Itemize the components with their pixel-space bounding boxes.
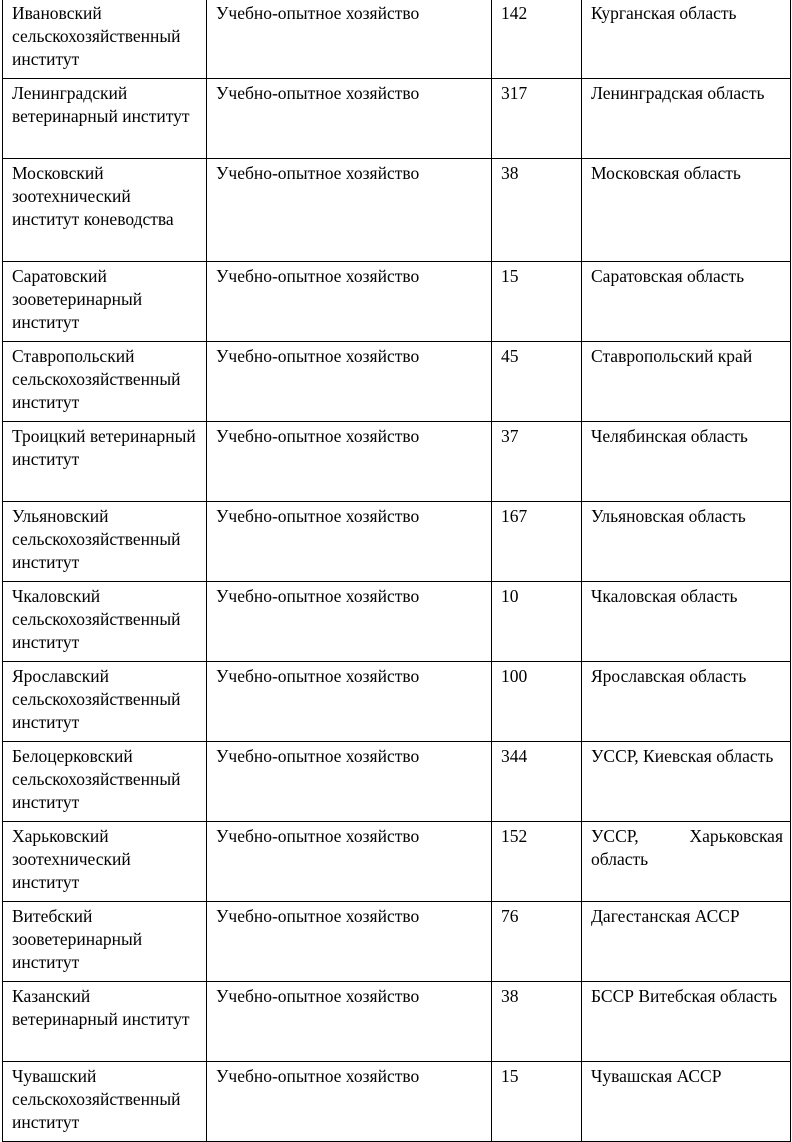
number-cell: 100 <box>492 662 582 742</box>
number-cell: 317 <box>492 79 582 159</box>
number-cell: 167 <box>492 502 582 582</box>
table-row <box>3 502 791 582</box>
institute-cell: Чувашский сельскохозяйственный институт <box>3 1062 207 1142</box>
table-row <box>3 422 791 502</box>
region-cell: Ульяновская область <box>582 502 791 582</box>
farm-type-cell: Учебно-опытное хозяйство <box>207 79 492 159</box>
number-cell: 15 <box>492 262 582 342</box>
table-row <box>3 342 791 422</box>
number-cell: 38 <box>492 982 582 1062</box>
number-cell: 38 <box>492 159 582 262</box>
farm-type-cell: Учебно-опытное хозяйство <box>207 502 492 582</box>
institute-cell: Московский зоотехнический институт коневодства <box>3 159 207 262</box>
institute-cell: Ленинградский ветеринарный институт <box>3 79 207 159</box>
institute-cell: Харьковский зоотехнический институт <box>3 822 207 902</box>
table-row <box>3 822 791 902</box>
region-cell: УССР, Харьковская область <box>582 822 791 902</box>
farm-type-cell: Учебно-опытное хозяйство <box>207 262 492 342</box>
region-cell: Ставропольский край <box>582 342 791 422</box>
region-cell: Дагестанская АССР <box>582 902 791 982</box>
region-cell: УССР, Киевская область <box>582 742 791 822</box>
farm-type-cell: Учебно-опытное хозяйство <box>207 159 492 262</box>
institute-cell: Троицкий ветеринарный институт <box>3 422 207 502</box>
farm-type-cell: Учебно-опытное хозяйство <box>207 822 492 902</box>
region-cell: Курганская область <box>582 0 791 79</box>
table-row <box>3 0 791 79</box>
table-row <box>3 79 791 159</box>
institute-cell: Белоцерковский сельскохозяйственный институт <box>3 742 207 822</box>
number-cell: 37 <box>492 422 582 502</box>
table-body <box>3 0 791 1142</box>
institute-cell: Саратовский зооветеринарный институт <box>3 262 207 342</box>
number-cell: 142 <box>492 0 582 79</box>
number-cell: 152 <box>492 822 582 902</box>
table-row <box>3 982 791 1062</box>
institute-cell: Казанский ветеринарный институт <box>3 982 207 1062</box>
number-cell: 45 <box>492 342 582 422</box>
institute-cell: Чкаловский сельскохозяйственный институт <box>3 582 207 662</box>
number-cell: 344 <box>492 742 582 822</box>
table-row <box>3 262 791 342</box>
table-row <box>3 159 791 262</box>
farm-type-cell: Учебно-опытное хозяйство <box>207 0 492 79</box>
farm-type-cell: Учебно-опытное хозяйство <box>207 1062 492 1142</box>
region-cell: Чкаловская область <box>582 582 791 662</box>
table-row <box>3 582 791 662</box>
region-cell: Саратовская область <box>582 262 791 342</box>
farm-type-cell: Учебно-опытное хозяйство <box>207 582 492 662</box>
institute-cell: Ярославский сельскохозяйственный институт <box>3 662 207 742</box>
farm-type-cell: Учебно-опытное хозяйство <box>207 342 492 422</box>
institute-cell: Ивановский сельскохозяйственный институт <box>3 0 207 79</box>
farm-type-cell: Учебно-опытное хозяйство <box>207 422 492 502</box>
number-cell: 10 <box>492 582 582 662</box>
number-cell: 15 <box>492 1062 582 1142</box>
institute-cell: Ставропольский сельскохозяйственный институт <box>3 342 207 422</box>
farm-type-cell: Учебно-опытное хозяйство <box>207 742 492 822</box>
table-row <box>3 902 791 982</box>
region-cell: Московская область <box>582 159 791 262</box>
region-cell: Ярославская область <box>582 662 791 742</box>
table-row <box>3 742 791 822</box>
region-cell: Ленинградская область <box>582 79 791 159</box>
region-cell: Челябинская область <box>582 422 791 502</box>
institute-cell: Ульяновский сельскохозяйственный институт <box>3 502 207 582</box>
region-cell: Чувашская АССР <box>582 1062 791 1142</box>
farm-type-cell: Учебно-опытное хозяйство <box>207 902 492 982</box>
table-row <box>3 662 791 742</box>
region-cell: БССР Витебская область <box>582 982 791 1062</box>
institutes-farms-table <box>2 0 791 1142</box>
table-row <box>3 1062 791 1142</box>
farm-type-cell: Учебно-опытное хозяйство <box>207 662 492 742</box>
farm-type-cell: Учебно-опытное хозяйство <box>207 982 492 1062</box>
number-cell: 76 <box>492 902 582 982</box>
institute-cell: Витебский зооветеринарный институт <box>3 902 207 982</box>
